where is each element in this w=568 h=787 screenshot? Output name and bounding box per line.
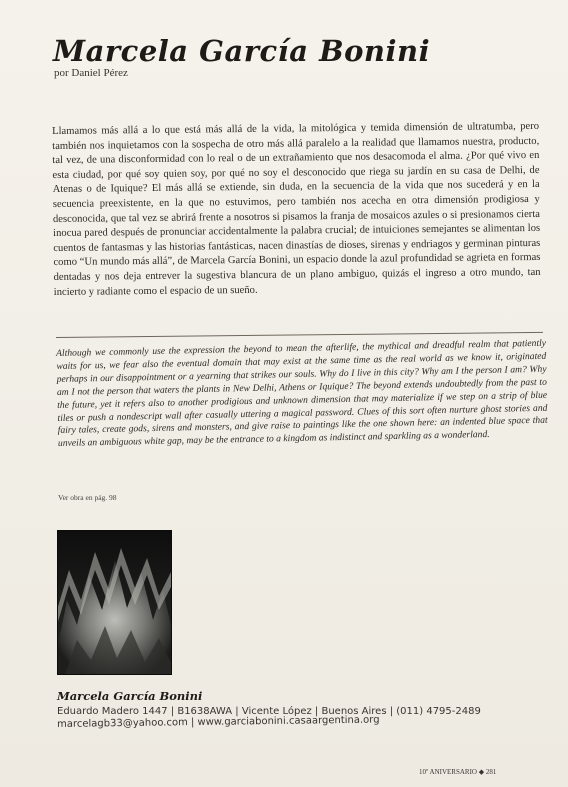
article-title: Marcela García Bonini xyxy=(53,34,431,68)
artist-name: Marcela García Bonini xyxy=(57,689,203,703)
article-body-spanish: Llamamos más allá a lo que está más allá de la vida, la mitológica y temida dimensión de ultratumba, pero también nos inquietamos con la sospecha de otro más allá paralelo a la realidad que llamamos nuestra, producto, tal vez, de una disconformidad con lo real o de un extrañamiento que nos desacomoda el alma. ¿Por qué vivo en esta ciudad, por qué soy quien soy, por qué no soy el desconocido que riega su jardín en su casa de Delhi, de Atenas o de Iquique? El más allá se extiende, sin duda, en la secuencia de la vida que nos sucederá y en la secuencia preexistente, en la que no estuvimos, pero también nos acecha en otra dimensión prodigiosa y desconocida, que tal vez se abrirá frente a nosotros si pisamos la franja de mosaicos azules o si presionamos cierta inocua pared después de pronunciar accidentalmente la palabra crucial; de intuiciones semejantes se alimentan los cuentos de fantasmas y las historias fantásticas, nacen dinastías de dioses, sirenas y endriagos y germinan pinturas como “Un mundo más allá”, de Marcela García Bonini, un espacio donde la azul profundidad se agrieta en formas dentadas y nos deja entrever la sugestiva blancura de un plano ambiguo, quizás el ingreso a otro mundo, tan incierto y radiante como el espacio de un sueño. xyxy=(52,120,541,298)
artist-address: Eduardo Madero 1447 | B1638AWA | Vicente López | Buenos Aires | (011) 4795-2489 xyxy=(57,706,481,717)
article-body-english: Although we commonly use the expression the beyond to mean the afterlife, the mythical and dreadful realm that patiently waits for us, we fear also the eventual domain that may exist at the same time as the real world as we know it, originated perhaps in our disappointment or a yearning that strikes our souls. Why do I live in this city? Why am I the person I am? Why am I not the person that waters the plants in New Delhi, Athens or Iquique? The beyond extends undoubtedly from the past to the future, yet it refers also to another prodigious and unknown dimension that may materialize if we step on a strip of blue tiles or push a nondescript wall after casually uttering a magical password. Clues of this sort often nurture ghost stories and fairy tales, create gods, sirens and monsters, and give raise to paintings like the one shown here: an indented blue space that unveils an ambiguous white gap, may be the entrance to a kingdom as indistinct and sparkling as a wonderland. xyxy=(56,337,548,450)
artwork-page-reference: Ver obra en pág. 98 xyxy=(58,493,117,502)
section-divider xyxy=(56,332,543,338)
artwork-image xyxy=(57,530,172,675)
page-folio: 10º ANIVERSARIO ◆ 281 xyxy=(419,768,497,776)
article-byline: por Daniel Pérez xyxy=(54,67,128,79)
artist-email-website: marcelagb33@yahoo.com | www.garciabonini.casaargentina.org xyxy=(57,714,380,730)
